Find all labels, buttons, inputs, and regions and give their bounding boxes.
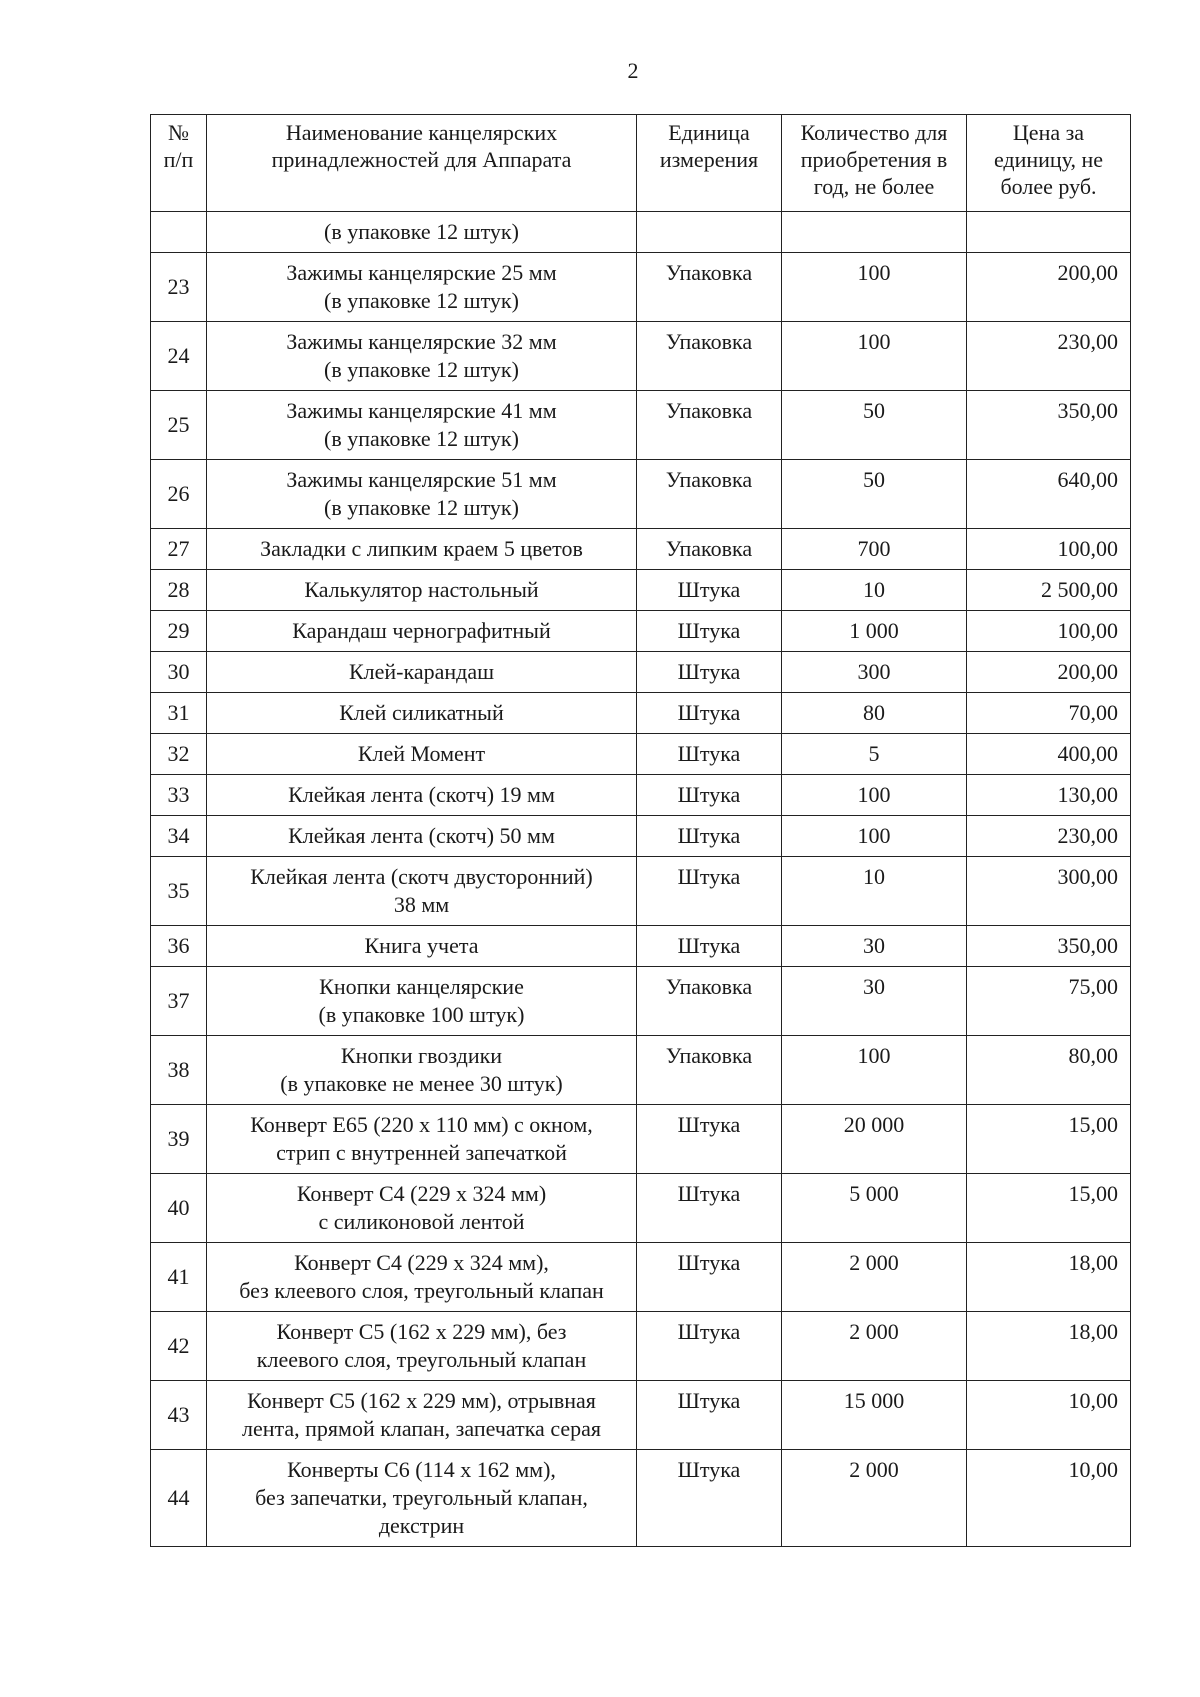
item-name-line: без клеевого слоя, треугольный клапан <box>239 1278 604 1303</box>
item-name <box>207 1450 637 1547</box>
table-row <box>151 967 1131 1036</box>
item-name <box>207 734 637 775</box>
header-line: единицу, не <box>993 147 1104 172</box>
header-line: измерения <box>659 147 759 172</box>
row-number: 43 <box>151 1381 207 1450</box>
item-name <box>207 816 637 857</box>
item-name <box>207 967 637 1036</box>
item-name-line: Клей-карандаш <box>348 659 495 684</box>
item-quantity: 10 <box>782 570 967 611</box>
item-unit: Штука <box>637 570 782 611</box>
item-price: 15,00 <box>967 1174 1131 1243</box>
item-name-line: Клейкая лента (скотч) 50 мм <box>288 823 555 848</box>
header-line: приобретения в <box>800 147 948 172</box>
item-name-line: 38 мм <box>393 892 450 917</box>
item-name-line: Конверт С4 (229 х 324 мм) <box>296 1181 547 1206</box>
row-number <box>151 212 207 253</box>
header-name <box>207 115 637 212</box>
table-row <box>151 391 1131 460</box>
item-name <box>207 570 637 611</box>
item-quantity: 100 <box>782 253 967 322</box>
item-name <box>207 857 637 926</box>
table-row <box>151 926 1131 967</box>
header-line: Наименование канцелярских <box>285 120 558 145</box>
table-row <box>151 253 1131 322</box>
item-price: 200,00 <box>967 253 1131 322</box>
header-line: Количество для <box>800 120 948 145</box>
item-unit: Упаковка <box>637 967 782 1036</box>
item-name <box>207 322 637 391</box>
item-price: 15,00 <box>967 1105 1131 1174</box>
item-name <box>207 1312 637 1381</box>
row-number: 39 <box>151 1105 207 1174</box>
item-name <box>207 1036 637 1105</box>
item-quantity: 700 <box>782 529 967 570</box>
item-quantity: 30 <box>782 967 967 1036</box>
row-number: 32 <box>151 734 207 775</box>
item-quantity: 300 <box>782 652 967 693</box>
row-number: 23 <box>151 253 207 322</box>
item-price: 200,00 <box>967 652 1131 693</box>
item-unit: Штука <box>637 816 782 857</box>
item-name-line: Конверт С4 (229 х 324 мм), <box>294 1250 549 1275</box>
page-number: 2 <box>627 58 639 83</box>
item-unit: Упаковка <box>637 322 782 391</box>
item-name-line: Клей силикатный <box>339 700 504 725</box>
item-name-line: (в упаковке 100 штук) <box>318 1002 525 1027</box>
item-unit: Штука <box>637 1312 782 1381</box>
item-quantity: 20 000 <box>782 1105 967 1174</box>
row-number: 35 <box>151 857 207 926</box>
item-price: 18,00 <box>967 1312 1131 1381</box>
item-price: 80,00 <box>967 1036 1131 1105</box>
table-row <box>151 775 1131 816</box>
item-unit: Штука <box>637 1381 782 1450</box>
item-name-line: (в упаковке 12 штук) <box>324 288 519 313</box>
item-unit: Штука <box>637 1450 782 1547</box>
table-row <box>151 1450 1131 1547</box>
item-name-line: Клей Момент <box>357 741 486 766</box>
item-name-line: Зажимы канцелярские 25 мм <box>286 260 557 285</box>
item-name-line: декстрин <box>378 1513 465 1538</box>
item-unit: Упаковка <box>637 460 782 529</box>
table-row <box>151 1105 1131 1174</box>
row-number: 38 <box>151 1036 207 1105</box>
header-line: принадлежностей для Аппарата <box>271 147 572 172</box>
item-price: 230,00 <box>967 322 1131 391</box>
table-body <box>151 212 1131 1547</box>
item-name-line: Зажимы канцелярские 41 мм <box>286 398 557 423</box>
item-quantity: 50 <box>782 460 967 529</box>
item-price: 640,00 <box>967 460 1131 529</box>
table-row <box>151 460 1131 529</box>
item-unit: Штука <box>637 652 782 693</box>
item-unit: Штука <box>637 775 782 816</box>
item-name-line: Кнопки канцелярские <box>319 974 524 999</box>
item-quantity: 15 000 <box>782 1381 967 1450</box>
item-quantity: 100 <box>782 816 967 857</box>
table-row <box>151 1312 1131 1381</box>
item-name <box>207 1243 637 1312</box>
item-name-line: Закладки с липким краем 5 цветов <box>260 536 583 561</box>
item-name <box>207 391 637 460</box>
table-row <box>151 529 1131 570</box>
stationery-table <box>150 114 1131 1547</box>
header-price <box>967 115 1131 212</box>
item-name-line: Книга учета <box>364 933 479 958</box>
item-name-line: Карандаш чернографитный <box>292 618 551 643</box>
item-unit: Упаковка <box>637 529 782 570</box>
item-quantity: 80 <box>782 693 967 734</box>
item-name <box>207 460 637 529</box>
row-number: 24 <box>151 322 207 391</box>
item-name <box>207 1381 637 1450</box>
item-name-line: стрип с внутренней запечаткой <box>276 1140 567 1165</box>
item-name <box>207 1174 637 1243</box>
item-price: 75,00 <box>967 967 1131 1036</box>
table-row <box>151 322 1131 391</box>
row-number: 36 <box>151 926 207 967</box>
header-line: год, не более <box>813 174 935 199</box>
item-quantity: 2 000 <box>782 1243 967 1312</box>
item-quantity: 1 000 <box>782 611 967 652</box>
table-row <box>151 652 1131 693</box>
header-line: Цена за <box>1012 120 1085 145</box>
row-number: 44 <box>151 1450 207 1547</box>
item-name-line: без запечатки, треугольный клапан, <box>255 1485 588 1510</box>
table-row <box>151 212 1131 253</box>
item-quantity: 10 <box>782 857 967 926</box>
table-row <box>151 693 1131 734</box>
item-unit: Штука <box>637 857 782 926</box>
item-name <box>207 611 637 652</box>
table-row <box>151 1381 1131 1450</box>
row-number: 33 <box>151 775 207 816</box>
item-quantity: 5 <box>782 734 967 775</box>
table-row <box>151 734 1131 775</box>
item-unit: Штука <box>637 926 782 967</box>
item-quantity: 100 <box>782 322 967 391</box>
item-price: 130,00 <box>967 775 1131 816</box>
item-unit: Штука <box>637 1243 782 1312</box>
item-name-line: Конверт С5 (162 х 229 мм), без <box>276 1319 567 1344</box>
table-row <box>151 816 1131 857</box>
item-quantity: 5 000 <box>782 1174 967 1243</box>
item-name <box>207 652 637 693</box>
row-number: 34 <box>151 816 207 857</box>
row-number: 41 <box>151 1243 207 1312</box>
item-name-line: клеевого слоя, треугольный клапан <box>256 1347 587 1372</box>
item-unit: Штука <box>637 1105 782 1174</box>
item-price <box>967 212 1131 253</box>
header-qty <box>782 115 967 212</box>
header-line: п/п <box>163 147 194 172</box>
item-price: 300,00 <box>967 857 1131 926</box>
item-price: 100,00 <box>967 529 1131 570</box>
item-unit: Упаковка <box>637 1036 782 1105</box>
row-number: 42 <box>151 1312 207 1381</box>
row-number: 37 <box>151 967 207 1036</box>
item-quantity <box>782 212 967 253</box>
item-name-line: Клейкая лента (скотч) 19 мм <box>288 782 555 807</box>
item-price: 18,00 <box>967 1243 1131 1312</box>
item-unit: Штука <box>637 1174 782 1243</box>
row-number: 31 <box>151 693 207 734</box>
item-name-line: (в упаковке 12 штук) <box>324 357 519 382</box>
row-number: 28 <box>151 570 207 611</box>
header-line: № <box>168 120 189 145</box>
item-price: 70,00 <box>967 693 1131 734</box>
row-number: 29 <box>151 611 207 652</box>
row-number: 27 <box>151 529 207 570</box>
item-price: 2 500,00 <box>967 570 1131 611</box>
item-unit: Упаковка <box>637 253 782 322</box>
item-quantity: 100 <box>782 775 967 816</box>
item-name-line: Кнопки гвоздики <box>340 1043 503 1068</box>
table-row <box>151 611 1131 652</box>
item-name <box>207 1105 637 1174</box>
item-price: 350,00 <box>967 391 1131 460</box>
item-name <box>207 253 637 322</box>
item-price: 10,00 <box>967 1450 1131 1547</box>
item-name-line: (в упаковке 12 штук) <box>324 495 519 520</box>
table-row <box>151 570 1131 611</box>
item-name-line: Клейкая лента (скотч двусторонний) <box>250 864 593 889</box>
header-line: более руб. <box>1000 174 1097 199</box>
item-price: 100,00 <box>967 611 1131 652</box>
item-unit: Штука <box>637 734 782 775</box>
item-name-line: Зажимы канцелярские 51 мм <box>286 467 557 492</box>
item-name <box>207 693 637 734</box>
item-name <box>207 529 637 570</box>
header-unit <box>637 115 782 212</box>
item-name-line: Зажимы канцелярские 32 мм <box>286 329 557 354</box>
item-name-line: лента, прямой клапан, запечатка серая <box>241 1416 602 1441</box>
item-name-line: Конверты С6 (114 х 162 мм), <box>287 1457 556 1482</box>
item-quantity: 50 <box>782 391 967 460</box>
header-num <box>151 115 207 212</box>
item-price: 400,00 <box>967 734 1131 775</box>
item-price: 230,00 <box>967 816 1131 857</box>
item-name-line: Конверт С5 (162 х 229 мм), отрывная <box>247 1388 596 1413</box>
item-name <box>207 926 637 967</box>
item-unit <box>637 212 782 253</box>
table-row <box>151 1174 1131 1243</box>
item-quantity: 2 000 <box>782 1312 967 1381</box>
item-price: 350,00 <box>967 926 1131 967</box>
item-price: 10,00 <box>967 1381 1131 1450</box>
item-quantity: 30 <box>782 926 967 967</box>
item-quantity: 2 000 <box>782 1450 967 1547</box>
row-number: 25 <box>151 391 207 460</box>
item-unit: Штука <box>637 611 782 652</box>
table-row <box>151 1243 1131 1312</box>
table-header <box>151 115 1131 212</box>
header-line: Единица <box>668 120 750 145</box>
row-number: 30 <box>151 652 207 693</box>
item-name-line: (в упаковке 12 штук) <box>324 219 519 244</box>
item-name-line: с силиконовой лентой <box>318 1209 525 1234</box>
item-name <box>207 775 637 816</box>
item-unit: Штука <box>637 693 782 734</box>
item-name <box>207 212 637 253</box>
item-name-line: Калькулятор настольный <box>304 577 539 602</box>
item-quantity: 100 <box>782 1036 967 1105</box>
item-name-line: (в упаковке не менее 30 штук) <box>280 1071 563 1096</box>
item-name-line: Конверт Е65 (220 х 110 мм) с окном, <box>250 1112 593 1137</box>
item-unit: Упаковка <box>637 391 782 460</box>
row-number: 26 <box>151 460 207 529</box>
table-row <box>151 1036 1131 1105</box>
table-row <box>151 857 1131 926</box>
row-number: 40 <box>151 1174 207 1243</box>
item-name-line: (в упаковке 12 штук) <box>324 426 519 451</box>
